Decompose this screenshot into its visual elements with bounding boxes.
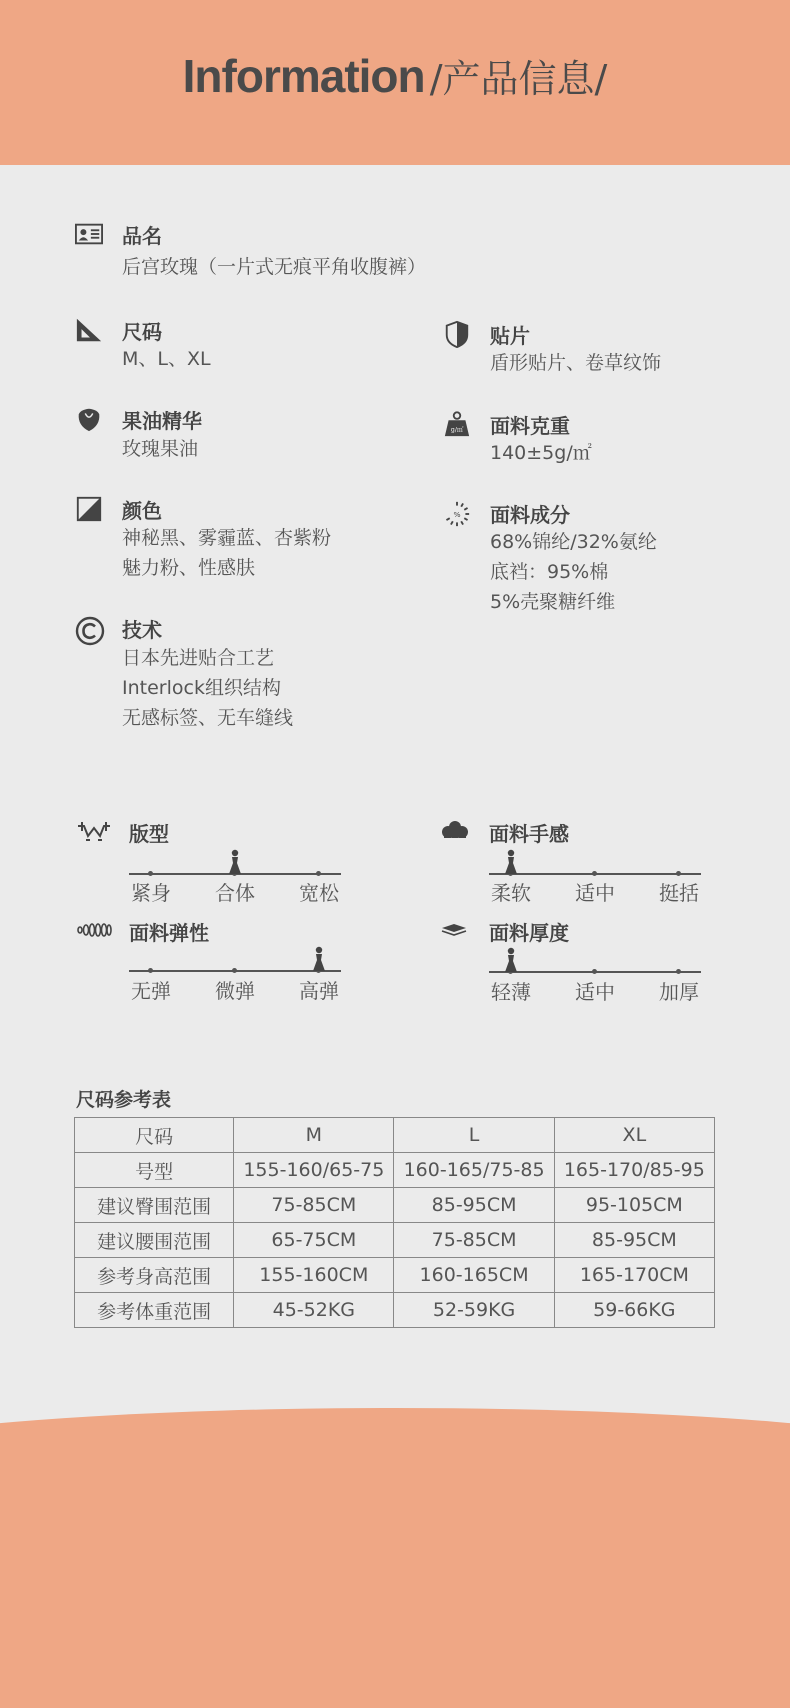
table-cell: 45-52KG [234,1293,394,1328]
table-cell: 建议腰围范围 [75,1223,234,1258]
id-card-icon [75,220,103,248]
table-header-cell: L [394,1118,554,1153]
fabric-layers-icon [440,922,468,938]
table-cell: 160-165CM [394,1258,554,1293]
table-cell: 85-95CM [554,1223,714,1258]
table-cell: 75-85CM [234,1188,394,1223]
hand-feel-tick-2: 适中 [575,881,615,905]
table-header-cell: XL [554,1118,714,1153]
thickness-label: 面料厚度 [489,921,569,945]
table-cell: 建议臀围范围 [75,1188,234,1223]
thickness-marker [504,947,518,975]
composition-label: 面料成分 [490,503,570,527]
title-cn: /产品信息/ [429,57,608,101]
thickness-dot [676,969,681,974]
set-square-icon [75,316,103,344]
tech-line-2: Interlock组织结构 [122,677,281,699]
table-header-row [75,1118,715,1153]
color-label: 颜色 [122,499,162,523]
table-row [75,1188,715,1223]
elasticity-label: 面料弹性 [129,921,209,945]
table-cell: 52-59KG [394,1293,554,1328]
copyright-icon [75,616,105,646]
fit-dot [148,871,153,876]
hand-feel-dot [592,871,597,876]
rose-bud-icon [75,405,103,433]
elasticity-tick-3: 高弹 [299,979,339,1003]
composition-line-1: 68%锦纶/32%氨纶 [490,531,657,553]
elasticity-tick-2: 微弹 [215,979,255,1003]
elasticity-dot [232,968,237,973]
thickness-tick-1: 轻薄 [491,980,531,1004]
thickness-tick-3: 加厚 [659,980,699,1004]
table-header-cell: 尺码 [75,1118,234,1153]
size-label: 尺码 [122,320,162,344]
table-row [75,1293,715,1328]
color-line-2: 魅力粉、性感肤 [122,557,256,579]
table-row [75,1223,715,1258]
thickness-tick-2: 适中 [575,980,615,1004]
table-cell: 号型 [75,1153,234,1188]
table-cell: 155-160CM [234,1258,394,1293]
thickness-dot [592,969,597,974]
fit-tick-3: 宽松 [299,881,339,905]
tech-label: 技术 [122,618,162,642]
hand-feel-marker [504,849,518,877]
essence-label: 果油精华 [122,409,202,433]
weight-icon-text: g/㎡ [450,425,464,434]
elasticity-marker [312,946,326,974]
tech-line-3: 无感标签、无车缝线 [122,707,294,729]
name-value: 后宫玫瑰（一片式无痕平角收腹裤） [122,256,427,278]
fit-silhouette-icon [76,818,112,844]
hand-feel-label: 面料手感 [489,822,569,846]
title-en: Information [182,50,425,102]
tech-line-1: 日本先进贴合工艺 [122,647,275,669]
size-table [74,1117,715,1328]
table-row [75,1153,715,1188]
page-title [0,48,790,103]
table-cell: 参考体重范围 [75,1293,234,1328]
weight-value: 140±5g/㎡ [490,442,592,464]
table-cell: 165-170/85-95 [554,1153,714,1188]
color-swatch-icon [75,495,103,523]
color-line-1: 神秘黑、雾霾蓝、杏紫粉 [122,527,332,549]
elasticity-dot [148,968,153,973]
spring-coil-icon [76,920,112,940]
table-cell: 160-165/75-85 [394,1153,554,1188]
footer-curve [0,1408,790,1708]
cotton-icon [440,818,470,846]
hand-feel-tick-1: 柔软 [491,881,531,905]
table-cell: 95-105CM [554,1188,714,1223]
composition-line-3: 5%壳聚糖纤维 [490,591,616,613]
table-cell: 155-160/65-75 [234,1153,394,1188]
header-banner [0,0,790,165]
table-cell: 59-66KG [554,1293,714,1328]
hand-feel-tick-3: 挺括 [659,881,699,905]
weight-label: 面料克重 [490,414,570,438]
size-table-title: 尺码参考表 [76,1089,172,1111]
table-cell: 65-75CM [234,1223,394,1258]
composition-line-2: 底裆：95%棉 [490,561,609,583]
patch-value: 盾形贴片、卷草纹饰 [490,352,662,374]
elasticity-tick-1: 无弹 [131,979,171,1003]
table-cell: 参考身高范围 [75,1258,234,1293]
essence-value: 玫瑰果油 [122,438,199,460]
table-cell: 75-85CM [394,1223,554,1258]
name-label: 品名 [122,224,162,248]
fit-marker [228,849,242,877]
table-cell: 85-95CM [394,1188,554,1223]
fit-label: 版型 [129,822,169,846]
fit-dot [316,871,321,876]
composition-dial-icon [443,500,471,528]
weight-icon [443,410,471,438]
composition-icon-text: % [453,509,461,519]
table-cell: 165-170CM [554,1258,714,1293]
patch-label: 贴片 [490,324,530,348]
table-header-cell: M [234,1118,394,1153]
hand-feel-dot [676,871,681,876]
fit-tick-2: 合体 [215,881,255,905]
shield-icon [443,320,471,348]
size-value: M、L、XL [122,348,211,370]
fit-tick-1: 紧身 [131,881,171,905]
table-row [75,1258,715,1293]
